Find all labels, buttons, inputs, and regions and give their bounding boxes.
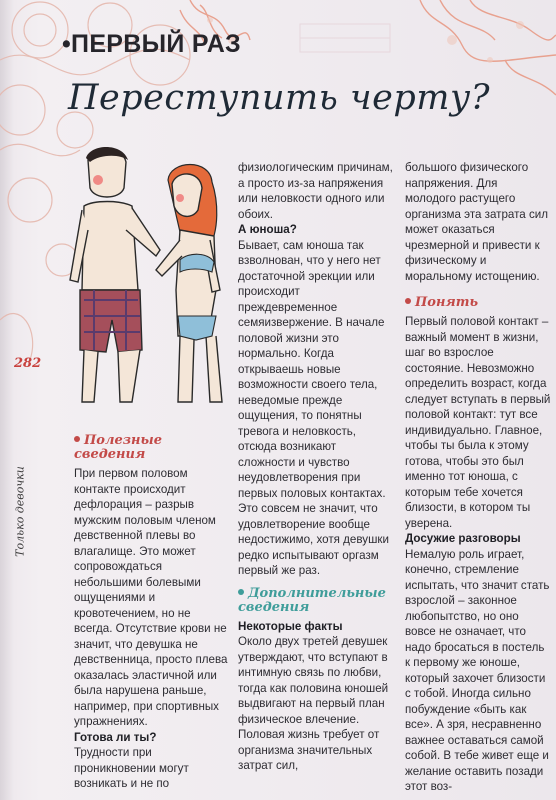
page-number: 282 xyxy=(14,356,42,371)
info-box-title-text: Понять xyxy=(415,295,479,310)
paragraph: большого физического напряжения. Для молодого растущего организма эта затрата сил может оказаться чрезмерной и привести к физическому и моральному истощению. xyxy=(405,161,549,283)
paragraph: Около двух третей девушек утверждают, что вступают в интимную связь по любви, тогда как половина юношей выдвигают на первый план физическое влечение. Половая жизнь требует от организма значительных затрат сил, xyxy=(238,635,389,772)
paragraph: Бывает, сам юноша так взволнован, что у него нет достаточной эрекции или происходит преждевременное семяизвержение. В начале половой жизни это нормально. Когда открываешь новые возможности своего тела, неведомые прежде ощущения, то понятны тревога и неловкость, отсюда возникают сложности и чувство неудовлетворения при первых половых контактах. Это совсем не значит, что удовлетворение вообще недостижимо, хотя девушки редко испытывают оргазм первый же раз. xyxy=(238,238,389,577)
section-heading: •ПЕРВЫЙ РАЗ xyxy=(62,30,242,58)
info-box-title-text: Дополнительные сведения xyxy=(238,585,386,615)
side-label xyxy=(10,420,28,610)
subheading: Готова ли ты? xyxy=(74,730,157,744)
bullet-icon xyxy=(74,436,80,442)
subheading: Досужие разговоры xyxy=(405,532,521,545)
column-1 xyxy=(74,432,230,792)
side-label-text: Только девочки xyxy=(13,466,27,557)
paragraph: Первый половой контакт – важный момент в жизни, шаг во взрослое состояние. Невозможно определить возраст, когда следует вступать в первый половой контакт: тут все индивидуально. Главное, чтобы ты была к этому готова, чтобы это был именно тот юноша, с которым тебе хочется близости, в котором ты уверена. xyxy=(405,315,551,530)
bullet-icon xyxy=(405,298,411,304)
paragraph: физиологическим причинам, а просто из-за напряжения или неловкости одного или обоих. xyxy=(238,161,393,221)
column-2 xyxy=(238,160,396,774)
subheading: Некоторые факты xyxy=(238,619,343,633)
subheading: А юноша? xyxy=(238,223,297,236)
column-3 xyxy=(405,160,551,795)
paragraph: При первом половом контакте происходит дефлорация – разрыв мужским половым членом девственной плевы во влагалище. Это может сопровождаться небольшими болевыми ощущениями и кровотечением, но не всегда. Отсутствие крови не значит, что девушка не девственница, просто плева оказалась эластичной или была нарушена раньше, например, при спортивных упражнениях. xyxy=(74,467,228,728)
info-box-title xyxy=(74,434,230,462)
bullet-icon xyxy=(238,589,244,595)
paragraph: Немалую роль играет, конечно, стремление испытать, что значит стать взрослой – законное любопытство, но оно вовсе не означает, что надо бросаться в постель к первому же юноше, который захочет близости с тобой. Иногда сильно побуждение «быть как все». А зря, несравненно важнее оставаться самой собой. В тебе живет еще и желание оставить позади этот воз- xyxy=(405,547,550,793)
info-box-title xyxy=(238,587,396,615)
info-box-title-text: Полезные сведения xyxy=(74,433,163,462)
page-title: Переступить черту? xyxy=(68,78,491,118)
couple-illustration xyxy=(60,140,240,420)
info-box-title xyxy=(405,296,551,310)
paragraph: Трудности при проникновении могут возникать и не по xyxy=(74,746,189,790)
